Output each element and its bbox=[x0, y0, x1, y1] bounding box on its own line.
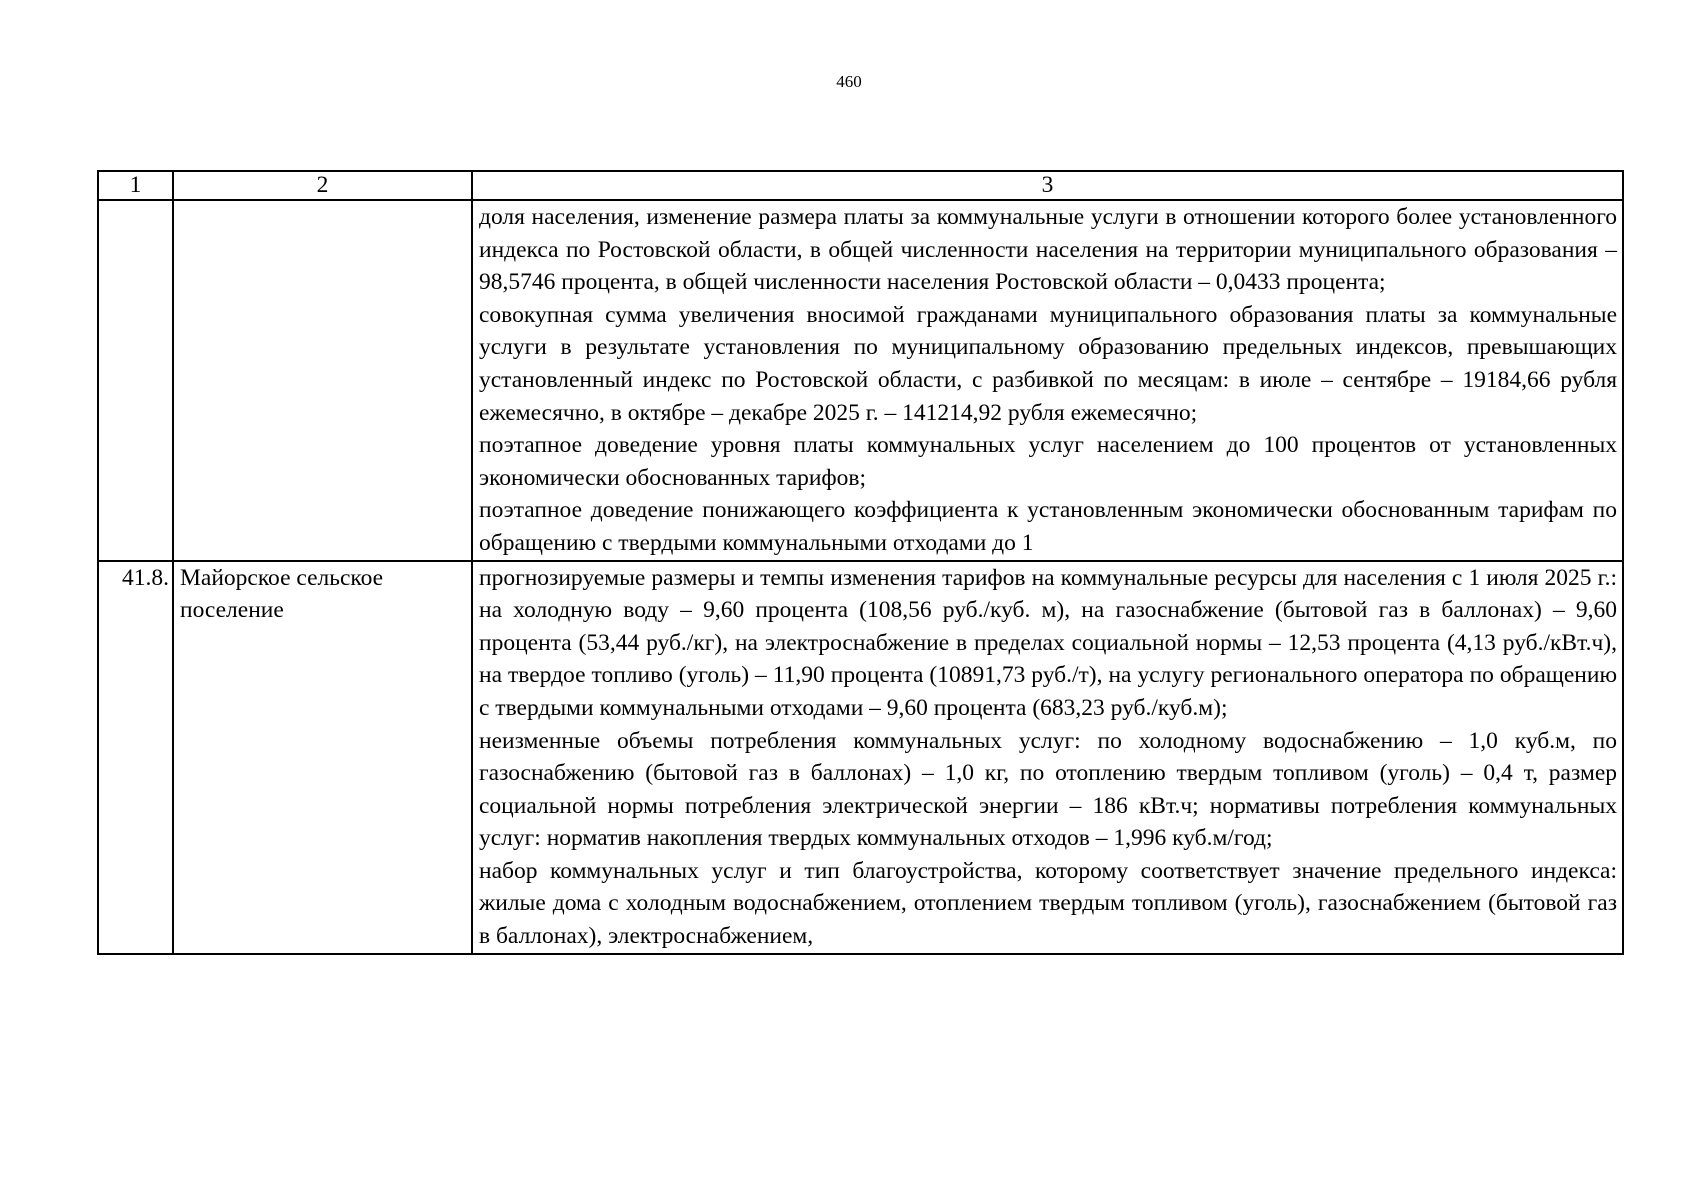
description-paragraph: доля населения, изменение размера платы за коммунальные услуги в отношении которого более установленного индекса по Ростовской области, в общей численности населения на территории муниципального образования – 98,5746 процента, в общей численности населения Ростовской области – 0,0433 процента; bbox=[479, 204, 1617, 296]
description-paragraph: поэтапное доведение понижающего коэффициента к установленным экономически обоснованным тарифам по обращению с твердыми коммунальными отходами до 1 bbox=[479, 497, 1617, 556]
column-header-1: 1 bbox=[98, 171, 173, 200]
description-paragraph: совокупная сумма увеличения вносимой гражданами муниципального образования платы за коммунальные услуги в результате установления по муниципальному образованию предельных индексов, превышающих установленный индекс по Ростовской области, с разбивкой по месяцам: в июле – сентябре – 19184,66 рубля ежемесячно, в октябре – декабре 2025 г. – 141214,92 рубля ежемесячно; bbox=[479, 301, 1617, 426]
column-header-2: 2 bbox=[173, 171, 472, 200]
document-table bbox=[97, 170, 1624, 955]
description-paragraph: набор коммунальных услуг и тип благоустройства, которому соответствует значение предельного индекса: жилые дома с холодным водоснабжением, отоплением твердым топливом (уголь), газоснабжением (бытовой газ в баллонах), электроснабжением, bbox=[479, 857, 1617, 950]
page-number: 460 bbox=[836, 72, 862, 91]
description-paragraph: прогнозируемые размеры и темпы изменения тарифов на коммунальные ресурсы для населения с 1 июля 2025 г.: на холодную воду – 9,60 процента (108,56 руб./куб. м), на газоснабжение (бытовой газ в баллонах) – 9,60 процента (53,44 руб./кг), на электроснабжение в пределах социальной нормы – 12,53 процента (4,13 руб./кВт.ч), на твердое топливо (уголь) – 11,90 процента (10891,73 руб./т), на услугу регионального оператора по обращению с твердыми коммунальными отходами – 9,60 процента (683,23 руб./куб.м); bbox=[479, 564, 1617, 721]
table-row bbox=[98, 200, 1623, 561]
table-row bbox=[98, 561, 1623, 954]
row-number bbox=[98, 200, 173, 561]
municipality-name: Майорское сельское поселение bbox=[173, 561, 472, 954]
description-paragraph: неизменные объемы потребления коммунальных услуг: по холодному водоснабжению – 1,0 куб.м, по газоснабжению (бытовой газ в баллонах) – 1,0 кг, по отоплению твердым топливом (уголь) – 0,4 т, размер социальной нормы потребления электрической энергии – 186 кВт.ч; нормативы потребления коммунальных услуг: норматив накопления твердых коммунальных отходов – 1,996 куб.м/год; bbox=[479, 727, 1617, 852]
row-description bbox=[472, 200, 1623, 561]
table-header-row bbox=[98, 171, 1623, 200]
municipality-name bbox=[173, 200, 472, 561]
column-header-3: 3 bbox=[472, 171, 1623, 200]
row-description bbox=[472, 561, 1623, 954]
row-number: 41.8. bbox=[98, 561, 173, 954]
description-paragraph: поэтапное доведение уровня платы коммунальных услуг населением до 100 процентов от установленных экономически обоснованных тарифов; bbox=[479, 432, 1617, 491]
